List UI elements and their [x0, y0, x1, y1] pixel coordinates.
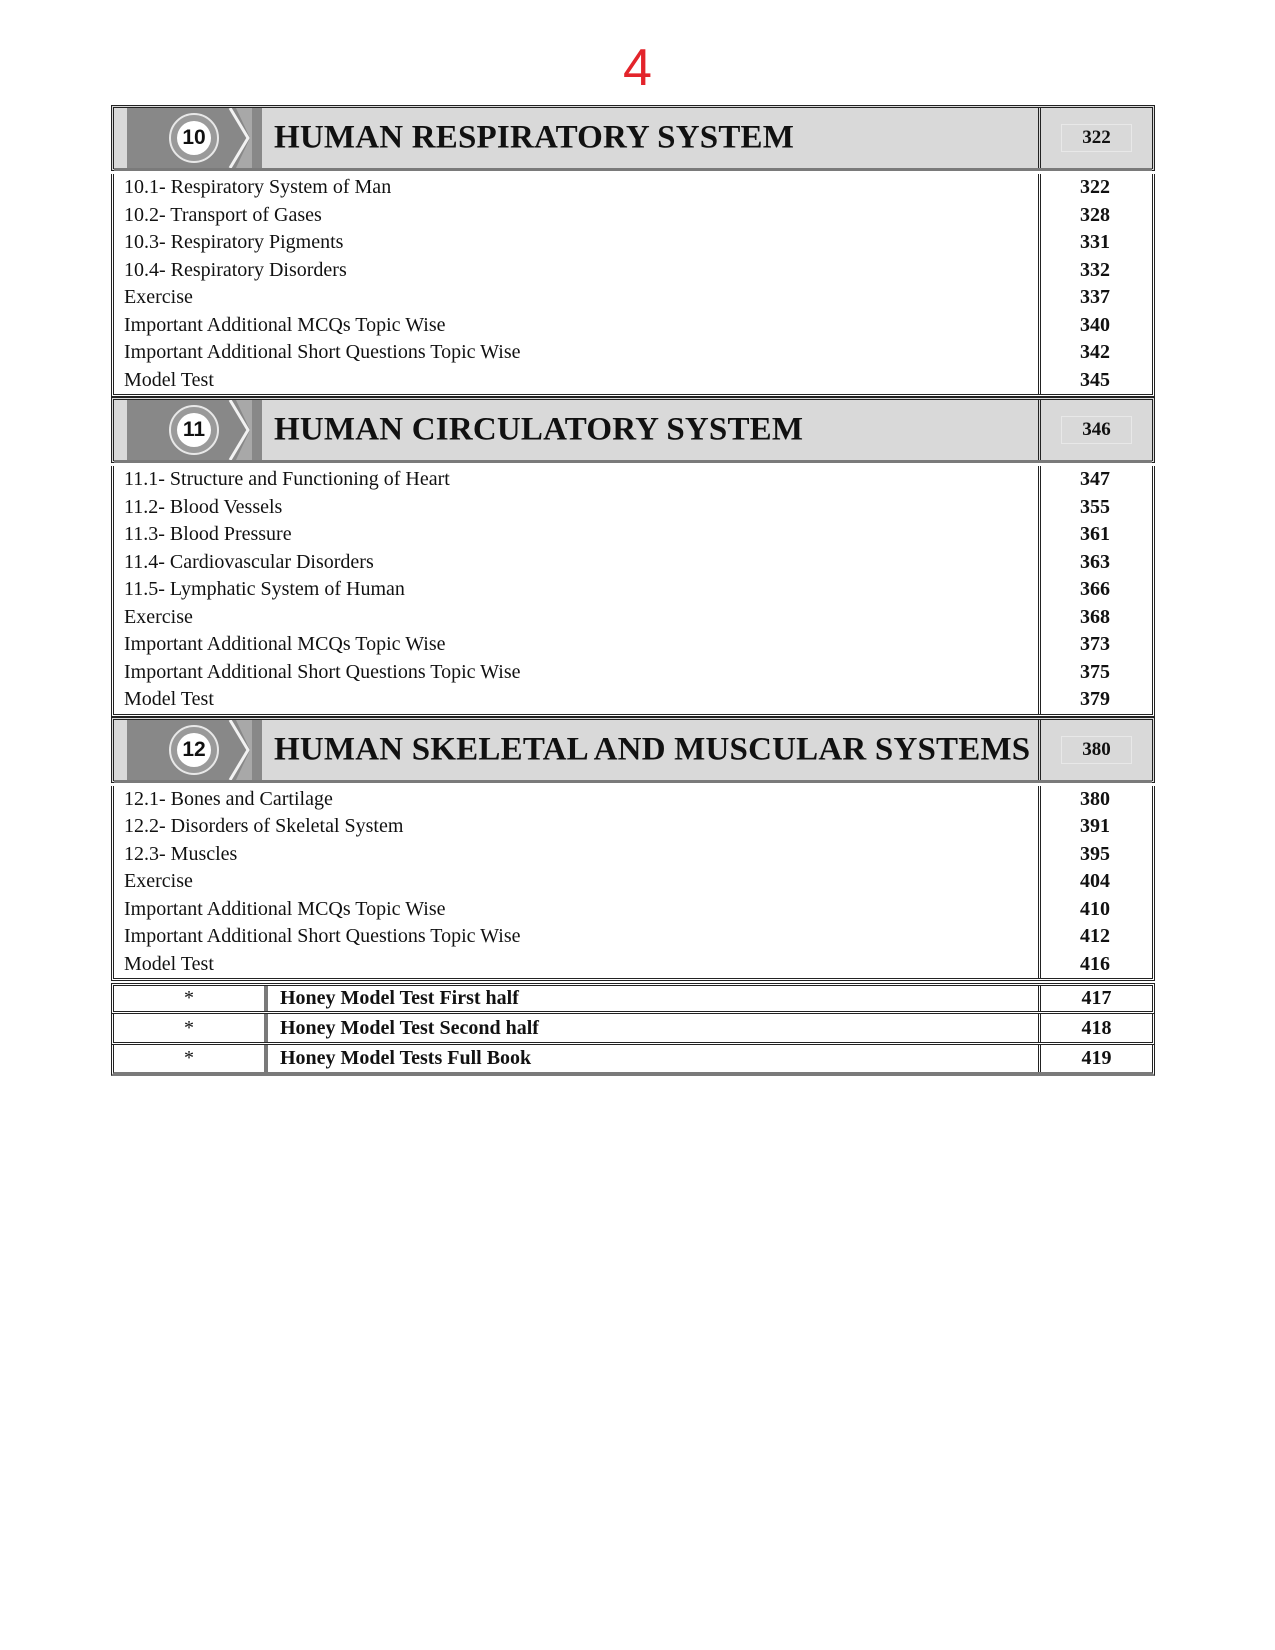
toc-entry-page: 355	[1080, 495, 1110, 518]
toc-entry-page: 363	[1080, 550, 1110, 573]
toc-entry-label: 10.1- Respiratory System of Man	[124, 176, 392, 199]
toc-entry[interactable]	[114, 786, 1152, 814]
toc-entry[interactable]	[114, 202, 1152, 230]
header-divider	[114, 168, 1152, 171]
bullet-star-icon: *	[184, 987, 194, 1009]
toc-entry[interactable]	[114, 312, 1152, 340]
bullet-star-icon: *	[184, 1016, 194, 1039]
toc-entry[interactable]	[114, 868, 1152, 896]
toc-entry-label: 11.5- Lymphatic System of Human	[124, 578, 405, 601]
toc-entry[interactable]	[114, 659, 1152, 687]
model-test-label: Honey Model Test Second half	[264, 1014, 1038, 1042]
model-test-entry[interactable]	[111, 1014, 1155, 1045]
toc-entry-page: 322	[1080, 176, 1110, 199]
toc-entry-page: 337	[1080, 286, 1110, 309]
chevron-right-icon	[222, 720, 252, 780]
chapter-section-list	[111, 786, 1155, 982]
toc-entry-label: 10.3- Respiratory Pigments	[124, 231, 344, 254]
chapter-number: 12	[177, 733, 211, 767]
toc-entry-label: Exercise	[124, 605, 193, 628]
toc-entry[interactable]	[114, 466, 1152, 494]
chapter-number: 11	[177, 413, 211, 447]
toc-entry[interactable]	[114, 686, 1152, 714]
chapter-title-cell	[114, 108, 1041, 168]
toc-entry-page: 395	[1080, 842, 1110, 865]
toc-entry[interactable]	[114, 576, 1152, 604]
column-divider	[1038, 174, 1041, 394]
toc-entry-label: Important Additional Short Questions Topic Wise	[124, 925, 521, 948]
toc-entry[interactable]	[114, 494, 1152, 522]
model-test-page: 419	[1038, 1045, 1152, 1072]
toc-entry[interactable]	[114, 951, 1152, 979]
chapter-header	[111, 397, 1155, 463]
chapter-section-list	[111, 174, 1155, 397]
header-divider	[114, 460, 1152, 463]
chapter-number: 10	[177, 121, 211, 155]
column-divider	[1038, 466, 1041, 714]
toc-entry-page: 380	[1080, 787, 1110, 810]
toc-entry-label: Exercise	[124, 286, 193, 309]
toc-entry-label: 10.2- Transport of Gases	[124, 203, 322, 226]
model-test-page: 418	[1038, 1014, 1152, 1042]
model-test-entry[interactable]	[111, 1045, 1155, 1076]
toc-entry-label: 11.2- Blood Vessels	[124, 495, 283, 518]
chapter-header	[111, 105, 1155, 171]
toc-entry-page: 340	[1080, 313, 1110, 336]
toc-entry-label: Important Additional Short Questions Topic Wise	[124, 660, 521, 683]
toc-entry-label: 12.1- Bones and Cartilage	[124, 787, 333, 810]
chapter-title: HUMAN CIRCULATORY SYSTEM	[274, 411, 804, 448]
toc-entry[interactable]	[114, 339, 1152, 367]
page-number: 4	[623, 39, 652, 97]
table-of-contents	[111, 105, 1155, 1076]
toc-entry-label: Important Additional MCQs Topic Wise	[124, 897, 446, 920]
model-test-entry[interactable]	[111, 983, 1155, 1014]
toc-entry-page: 404	[1080, 870, 1110, 893]
header-divider	[114, 780, 1152, 783]
model-test-page: 417	[1038, 986, 1152, 1011]
toc-entry-label: Model Test	[124, 688, 214, 711]
chevron-right-icon	[222, 400, 252, 460]
toc-entry[interactable]	[114, 604, 1152, 632]
chapter-page-cell	[1041, 400, 1152, 460]
toc-entry[interactable]	[114, 896, 1152, 924]
toc-entry-label: 11.4- Cardiovascular Disorders	[124, 550, 374, 573]
chapter-number-circle-icon	[169, 725, 219, 775]
model-test-label: Honey Model Test First half	[264, 986, 1038, 1011]
toc-entry-label: Important Additional MCQs Topic Wise	[124, 313, 446, 336]
chapter-number-circle-icon	[169, 405, 219, 455]
toc-entry-page: 345	[1080, 368, 1110, 391]
toc-entry[interactable]	[114, 257, 1152, 285]
chapter-page: 380	[1061, 736, 1132, 764]
toc-entry[interactable]	[114, 813, 1152, 841]
chapter-section-list	[111, 466, 1155, 717]
toc-entry-page: 331	[1080, 231, 1110, 254]
toc-entry-label: Model Test	[124, 368, 214, 391]
toc-entry-page: 391	[1080, 815, 1110, 838]
toc-entry-label: Important Additional Short Questions Topic Wise	[124, 341, 521, 364]
toc-entry-page: 410	[1080, 897, 1110, 920]
chapter-header	[111, 717, 1155, 783]
toc-entry-page: 412	[1080, 925, 1110, 948]
bullet-star-icon: *	[184, 1047, 194, 1069]
toc-entry[interactable]	[114, 367, 1152, 395]
chapter-title: HUMAN SKELETAL AND MUSCULAR SYSTEMS	[274, 731, 1031, 767]
toc-entry[interactable]	[114, 229, 1152, 257]
chapter-title: HUMAN RESPIRATORY SYSTEM	[274, 119, 795, 156]
toc-entry-page: 328	[1080, 203, 1110, 226]
toc-entry-page: 332	[1080, 258, 1110, 281]
column-divider	[1038, 786, 1041, 979]
toc-entry-label: 12.2- Disorders of Skeletal System	[124, 815, 404, 838]
toc-entry-page: 366	[1080, 578, 1110, 601]
toc-entry-label: 11.3- Blood Pressure	[124, 523, 292, 546]
toc-entry[interactable]	[114, 174, 1152, 202]
chapter-page: 322	[1061, 124, 1132, 152]
toc-entry-page: 342	[1080, 341, 1110, 364]
chapter-number-circle-icon	[169, 113, 219, 163]
toc-entry-label: Important Additional MCQs Topic Wise	[124, 633, 446, 656]
toc-entry-page: 379	[1080, 688, 1110, 711]
toc-entry-label: 10.4- Respiratory Disorders	[124, 258, 347, 281]
chapter-page: 346	[1061, 416, 1132, 444]
toc-entry-page: 361	[1080, 523, 1110, 546]
toc-entry-page: 347	[1080, 468, 1110, 491]
toc-entry-page: 416	[1080, 952, 1110, 975]
toc-entry-page: 375	[1080, 660, 1110, 683]
chapter-page-cell	[1041, 108, 1152, 168]
model-test-label: Honey Model Tests Full Book	[264, 1045, 1038, 1072]
toc-entry-label: Exercise	[124, 870, 193, 893]
toc-entry[interactable]	[114, 521, 1152, 549]
toc-entry[interactable]	[114, 841, 1152, 869]
toc-entry-page: 373	[1080, 633, 1110, 656]
chevron-right-icon	[222, 108, 252, 168]
chapter-title-cell	[114, 400, 1041, 460]
toc-entry[interactable]	[114, 284, 1152, 312]
chapter-title-cell	[114, 720, 1041, 780]
toc-entry-label: 12.3- Muscles	[124, 842, 238, 865]
chapter-page-cell	[1041, 720, 1152, 780]
toc-entry[interactable]	[114, 923, 1152, 951]
toc-entry[interactable]	[114, 631, 1152, 659]
toc-entry-label: Model Test	[124, 952, 214, 975]
toc-entry-label: 11.1- Structure and Functioning of Heart	[124, 468, 450, 491]
toc-entry-page: 368	[1080, 605, 1110, 628]
toc-entry[interactable]	[114, 549, 1152, 577]
